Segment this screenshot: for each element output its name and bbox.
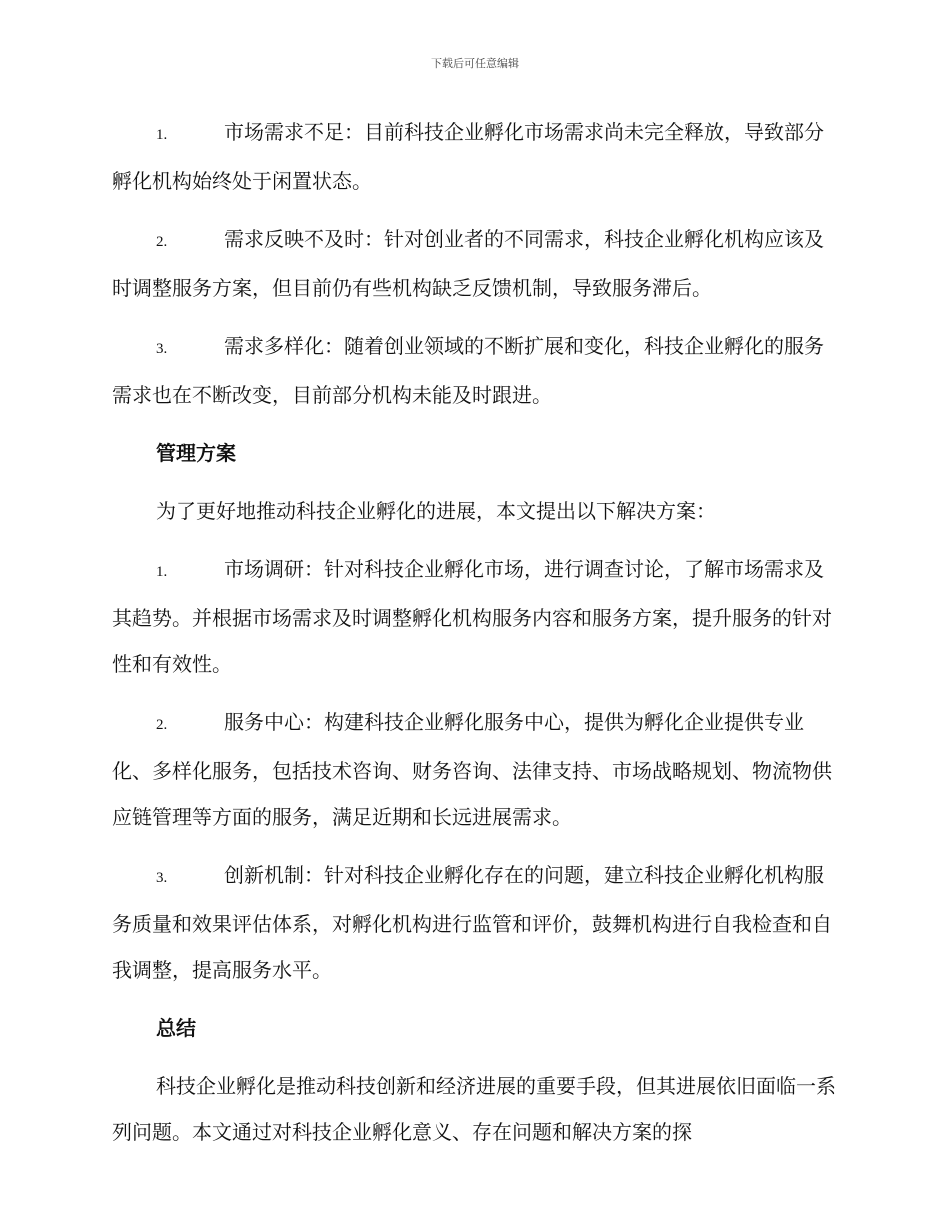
list-item xyxy=(112,546,836,687)
list-number: 3. xyxy=(156,341,168,357)
list-text: 市场调研：针对科技企业孵化市场，进行调查讨论，了解市场需求及其趋势。并根据市场需求及时调整孵化机构服务内容和服务方案，提升服务的针对性和有效性。 xyxy=(112,557,832,676)
list-text: 需求多样化：随着创业领域的不断扩展和变化，科技企业孵化的服务需求也在不断改变，目前部分机构未能及时跟进。 xyxy=(112,334,824,407)
list-number: 2. xyxy=(156,717,168,733)
list-item xyxy=(112,109,836,204)
document-body xyxy=(112,109,836,1167)
list-number: 3. xyxy=(156,870,168,886)
list-text: 市场需求不足：目前科技企业孵化市场需求尚未完全释放，导致部分孵化机构始终处于闲置状态。 xyxy=(112,120,824,193)
list-number: 1. xyxy=(156,564,168,580)
section-heading-summary: 总结 xyxy=(156,1016,196,1040)
list-text: 服务中心：构建科技企业孵化服务中心，提供为孵化企业提供专业化、多样化服务，包括技术咨询、财务咨询、法律支持、市场战略规划、物流物供应链管理等方面的服务，满足近期和长远进展需求。 xyxy=(112,710,832,829)
summary-paragraph: 科技企业孵化是推动科技创新和经济进展的重要手段，但其进展依旧面临一系列问题。本文通过对科技企业孵化意义、存在问题和解决方案的探 xyxy=(112,1074,836,1144)
list-text: 创新机制：针对科技企业孵化存在的问题，建立科技企业孵化机构服务质量和效果评估体系，对孵化机构进行监管和评价，鼓舞机构进行自我检查和自我调整，提高服务水平。 xyxy=(112,863,832,982)
list-item xyxy=(112,699,836,840)
list-number: 2. xyxy=(156,234,168,250)
section-intro: 为了更好地推动科技企业孵化的进展，本文提出以下解决方案： xyxy=(156,499,716,523)
list-number: 1. xyxy=(156,127,168,143)
list-item xyxy=(112,852,836,993)
list-item xyxy=(112,216,836,311)
section-heading-management: 管理方案 xyxy=(156,441,236,465)
header-note: 下载后可任意编辑 xyxy=(431,57,519,70)
list-item xyxy=(112,323,836,418)
list-text: 需求反映不及时：针对创业者的不同需求，科技企业孵化机构应该及时调整服务方案，但目前仍有些机构缺乏反馈机制，导致服务滞后。 xyxy=(112,227,824,300)
